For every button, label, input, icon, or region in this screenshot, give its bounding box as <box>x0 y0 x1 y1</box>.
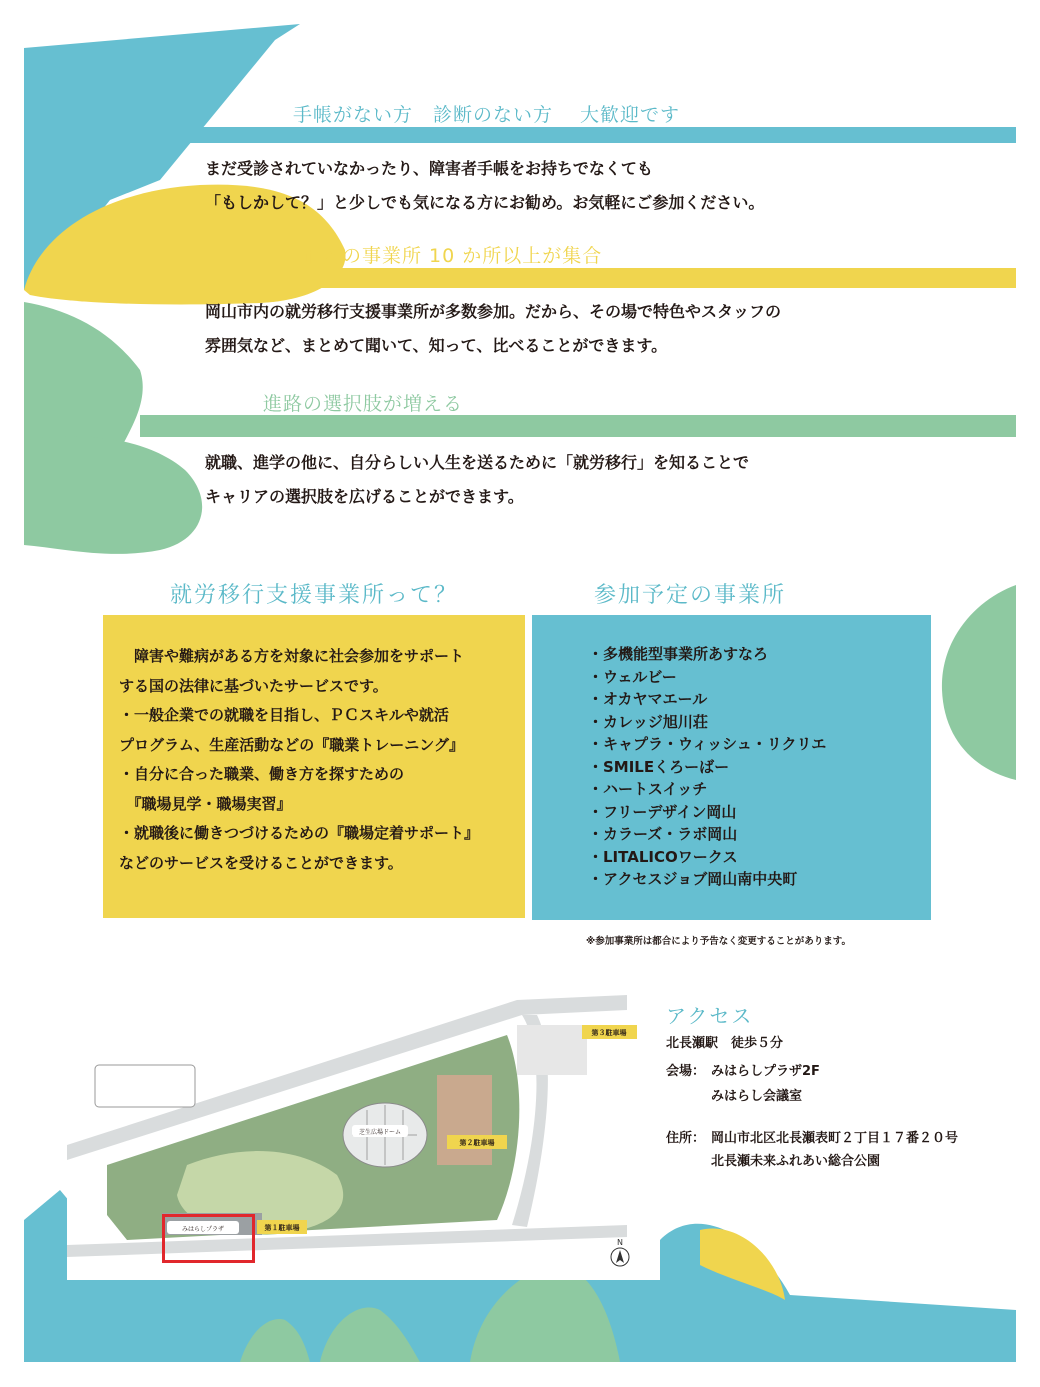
section-title-offices-gather: 市内の事業所 10 か所以上が集合 <box>302 245 603 267</box>
section-text-welcome <box>205 152 764 220</box>
office-item: ・ハートスイッチ <box>588 780 708 798</box>
text-line: 雰囲気など、まとめて聞いて、知って、比べることができます。 <box>205 336 668 355</box>
map-parking-2: 第２駐車場 <box>459 1139 495 1147</box>
about-line: 『職場見学・職場実習』 <box>119 794 292 813</box>
office-item: ・キャプラ・ウィッシュ・リクリエ <box>588 735 827 753</box>
office-item: ・ウェルビー <box>588 667 677 686</box>
access-station: 北長瀬駅 徒歩５分 <box>666 1036 784 1051</box>
about-line: する国の法律に基づいたサービスです。 <box>119 676 388 695</box>
office-item: ・オカヤマエール <box>588 690 708 708</box>
access-address-2: 北長瀬未来ふれあい総合公園 <box>711 1154 881 1169</box>
access-title: アクセス <box>666 1004 754 1028</box>
section-title-welcome: 手帳がない方 診断のない方 大歓迎です <box>293 104 681 126</box>
map-parking-3: 第３駐車場 <box>591 1029 627 1037</box>
access-address-label: 住所： <box>666 1131 706 1146</box>
map-plaza-label: みはらしプラザ <box>181 1226 225 1233</box>
about-line: などのサービスを受けることができます。 <box>119 853 403 872</box>
access-venue-2: みはらし会議室 <box>711 1089 803 1104</box>
text-line: まだ受診されていなかったり、障害者手帳をお持ちでなくても <box>205 159 653 178</box>
text-line: 「もしかして？」と少しでも気になる方にお勧め。お気軽にご参加ください。 <box>205 193 765 212</box>
access-address-1: 岡山市北区北長瀬表町２丁目１７番２０号 <box>711 1131 959 1146</box>
office-item: ・アクセスジョブ岡山南中央町 <box>588 870 798 888</box>
about-heading: 就労移行支援事業所って？ <box>170 583 459 608</box>
venue-marker <box>162 1214 255 1263</box>
about-text <box>119 642 479 878</box>
about-line: ・就職後に働きつづけるための『職場定着サポート』 <box>119 824 480 842</box>
offices-heading: 参加予定の事業所 <box>594 583 787 608</box>
park-map <box>67 995 645 1280</box>
offices-list <box>588 643 826 891</box>
section-title-options: 進路の選択肢が増える <box>263 393 464 415</box>
map-dome-label: 芝生広場ドーム <box>358 1129 402 1136</box>
about-line: プログラム、生産活動などの『職業トレーニング』 <box>119 735 465 754</box>
about-line: ・自分に合った職業、働き方を探すための <box>119 765 405 783</box>
about-line: ・一般企業での就職を目指し、ＰＣスキルや就活 <box>119 706 449 724</box>
section-text-offices-gather <box>205 295 781 363</box>
section-band-blue <box>180 127 1016 143</box>
access-venue-label: 会場： <box>666 1064 706 1079</box>
office-item: ・多機能型事業所あすなろ <box>588 645 769 663</box>
office-item: ・SMILEくろーばー <box>588 757 730 776</box>
section-band-green <box>140 415 1016 437</box>
access-venue-1: みはらしプラザ2F <box>711 1064 820 1079</box>
text-line: キャリアの選択肢を広げることができます。 <box>205 487 524 506</box>
text-line: 就職、進学の他に、自分らしい人生を送るために「就労移行」を知ることで <box>205 453 750 472</box>
map-parking-1: 第１駐車場 <box>264 1224 300 1232</box>
section-text-options <box>205 446 749 514</box>
office-item: ・カラーズ・ラボ岡山 <box>588 825 738 843</box>
office-item: ・フリーデザイン岡山 <box>588 802 737 821</box>
map-north: N <box>617 1238 623 1247</box>
text-line: 岡山市内の就労移行支援事業所が多数参加。だから、その場で特色やスタッフの <box>205 302 782 321</box>
office-item: ・カレッジ旭川荘 <box>588 712 708 731</box>
offices-note: ※参加事業所は都合により予告なく変更することがあります。 <box>586 936 851 947</box>
section-band-yellow <box>292 268 1016 288</box>
about-line: 障害や難病がある方を対象に社会参加をサポート <box>119 647 465 665</box>
office-item: ・LITALICOワークス <box>588 847 738 866</box>
